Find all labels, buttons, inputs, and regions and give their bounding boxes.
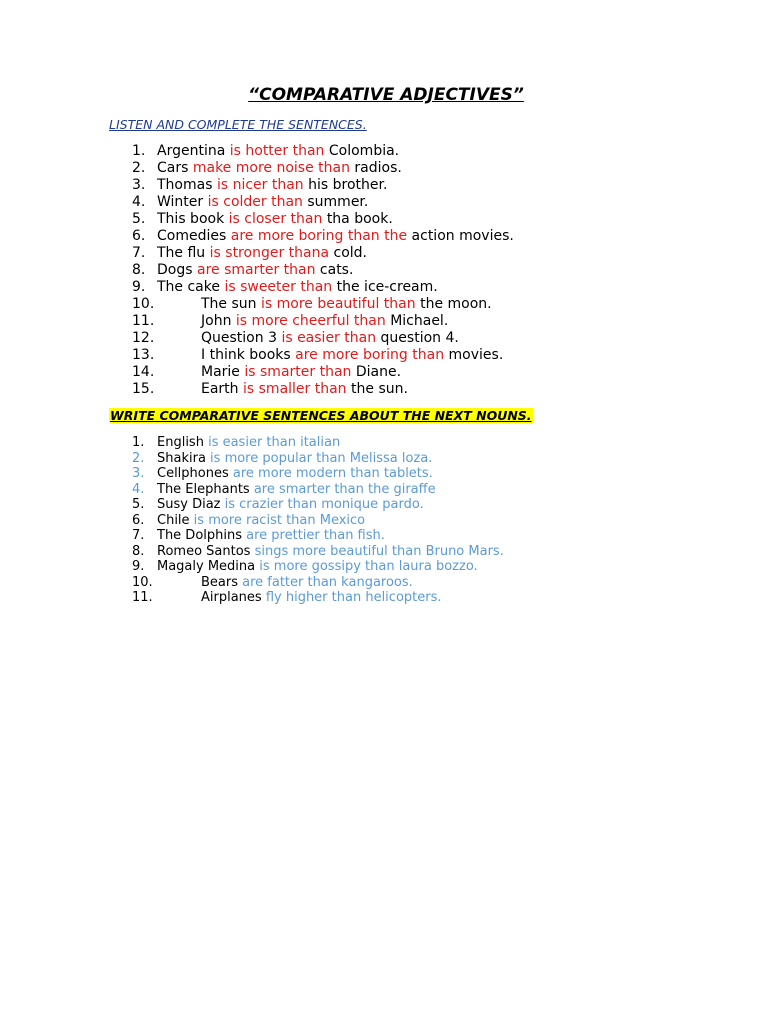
list-item: 4. Winter is colder than summer. bbox=[132, 194, 369, 210]
list-item: 6. Chile is more racist than Mexico bbox=[132, 512, 366, 528]
list-item: 12. Question 3 is easier than question 4. bbox=[132, 330, 459, 346]
list-item: 11. John is more cheerful than Michael. bbox=[132, 313, 449, 329]
list-item: 10. The sun is more beautiful than the moon. bbox=[132, 296, 492, 312]
list-item: 9. The cake is sweeter than the ice-cream. bbox=[132, 279, 438, 295]
page-title: “COMPARATIVE ADJECTIVES” bbox=[248, 85, 524, 105]
list-item: 11. Airplanes fly higher than helicopters. bbox=[132, 590, 442, 605]
list-item: 8. Dogs are smarter than cats. bbox=[132, 262, 354, 278]
list-item: 7. The flu is stronger thana cold. bbox=[132, 245, 367, 261]
section2-heading: WRITE COMPARATIVE SENTENCES ABOUT THE NEXT NOUNS. bbox=[110, 408, 532, 423]
listen-complete-list bbox=[132, 143, 514, 398]
list-item: 6. Comedies are more boring than the action movies. bbox=[132, 228, 514, 244]
list-item: 13. I think books are more boring than movies. bbox=[132, 347, 504, 363]
list-item: 5. This book is closer than tha book. bbox=[132, 211, 393, 227]
list-item: 15. Earth is smaller than the sun. bbox=[132, 381, 408, 397]
list-item: 4. The Elephants are smarter than the giraffe bbox=[132, 481, 436, 497]
list-item: 7. The Dolphins are prettier than fish. bbox=[132, 528, 385, 543]
list-item: 9. Magaly Medina is more gossipy than laura bozzo. bbox=[132, 559, 478, 574]
list-item: 1. English is easier than italian bbox=[132, 435, 341, 450]
list-item: 8. Romeo Santos sings more beautiful than Bruno Mars. bbox=[132, 543, 504, 559]
list-item: 5. Susy Diaz is crazier than monique pardo. bbox=[132, 497, 424, 512]
list-item: 2. Shakira is more popular than Melissa loza. bbox=[132, 450, 433, 466]
list-item: 14. Marie is smarter than Diane. bbox=[132, 364, 402, 380]
write-sentences-list bbox=[132, 435, 504, 606]
list-item: 10. Bears are fatter than kangaroos. bbox=[132, 574, 413, 590]
list-item: 3. Cellphones are more modern than tablets. bbox=[132, 466, 433, 481]
list-item: 1. Argentina is hotter than Colombia. bbox=[132, 143, 400, 159]
section1-heading: LISTEN AND COMPLETE THE SENTENCES. bbox=[109, 117, 367, 132]
list-item: 2. Cars make more noise than radios. bbox=[132, 160, 402, 176]
list-item: 3. Thomas is nicer than his brother. bbox=[132, 177, 388, 193]
